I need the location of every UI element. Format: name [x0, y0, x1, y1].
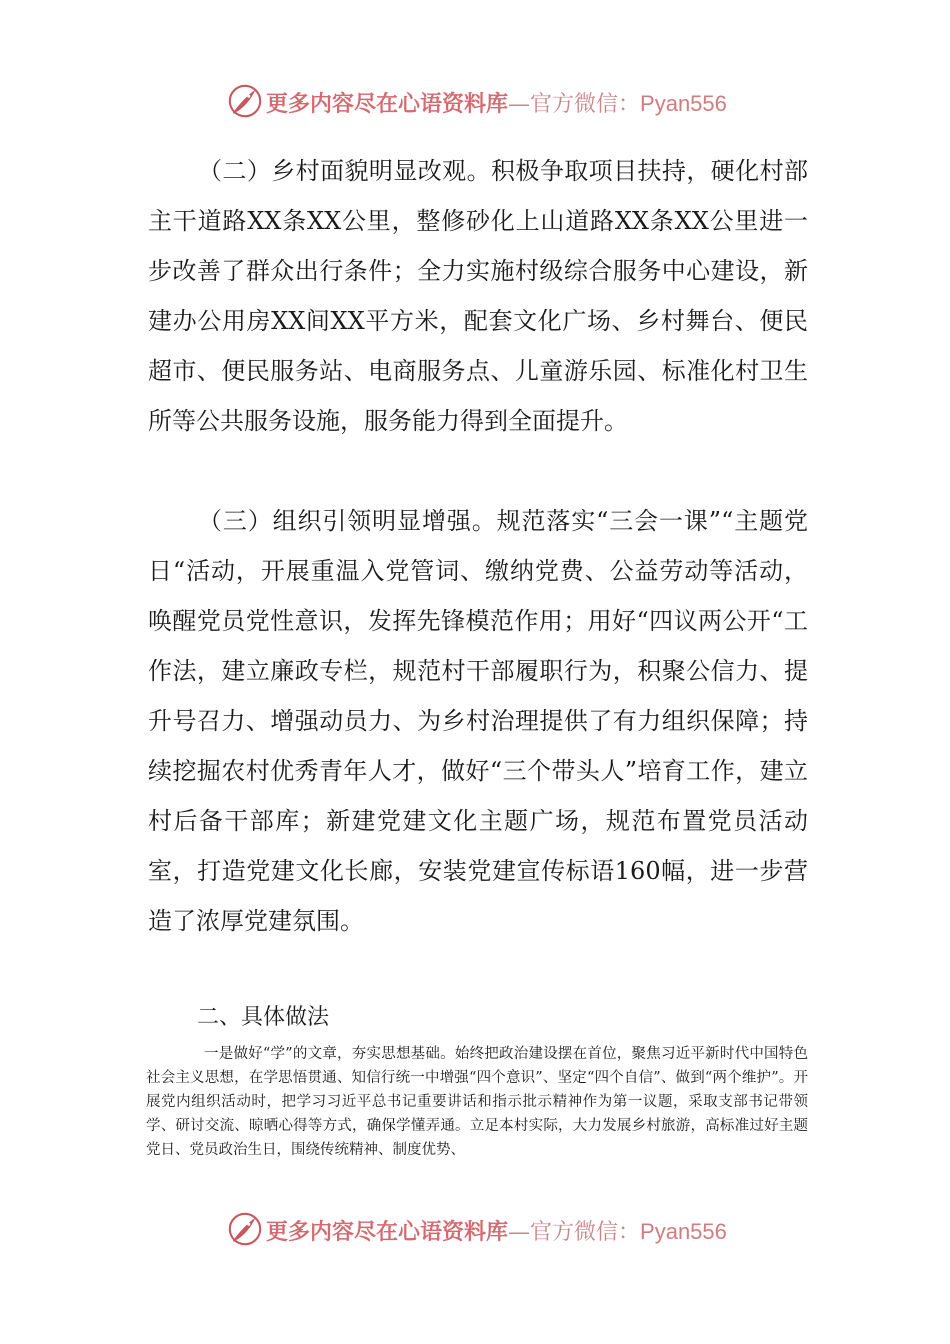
- watermark-text-part3: Pyan556: [640, 91, 727, 116]
- paragraph-organization-leadership: （三）组织引领明显增强。规范落实“三会一课”“主题党日“活动，开展重温入党管词、缴纳党费、公益劳动等活动，唤醒党员党性意识，发挥先锋模范作用；用好“四议两公开“工作法，建立廉政专栏，规范村干部履职行为，积聚公信力、提升号召力、增强动员力、为乡村治理提供了有力组织保障；持续挖掘农村优秀青年人才，做好“三个带头人”培育工作，建立村后备干部库；新建党建文化主题广场，规范布置党员活动室，打造党建文化长廊，安装党建宣传标语160幅，进一步营造了浓厚党建氛围。: [148, 507, 808, 935]
- watermark-text: [266, 1215, 727, 1246]
- pen-nib-logo-icon: [226, 1210, 264, 1248]
- watermark-text-part1: 更多内容尽在心语资料库: [266, 1219, 509, 1245]
- paragraph-rural-appearance: （二）乡村面貌明显改观。积极争取项目扶持，硬化村部主干道路XX条XX公里，整修砂化上山道路XX条XX公里进一步改善了群众出行条件；全力实施村级综合服务中心建设，新建办公用房XX间XX平方米，配套文化广场、乡村舞台、便民超市、便民服务站、电商服务点、儿童游乐园、标准化村卫生所等公共服务设施，服务能力得到全面提升。: [148, 157, 808, 435]
- section-heading: 二、具体做法: [197, 1005, 330, 1030]
- pen-nib-logo-icon: [226, 82, 264, 120]
- watermark-text-part3: Pyan556: [640, 1219, 727, 1244]
- watermark-text: [266, 87, 727, 118]
- watermark-banner-top: [0, 80, 950, 124]
- watermark-banner-bottom: [0, 1208, 950, 1252]
- watermark-text-part1: 更多内容尽在心语资料库: [266, 91, 509, 117]
- watermark-text-part2: —官方微信：: [508, 92, 641, 117]
- section-body-paragraph: 一是做好“学”的文章，夯实思想基础。始终把政治建设摆在首位，聚焦习近平新时代中国特色社会主义思想，在学思悟贯通、知信行统一中增强“四个意识”、坚定“四个自信”、做到“两个维护”。开展党内组织活动时，把学习习近平总书记重要讲话和指示批示精神作为第一议题，采取支部书记带领学、研讨交流、晾晒心得等方式，确保学懂弄通。立足本村实际，大力发展乡村旅游，高标准过好主题党日、党员政治生日，围绕传统精神、制度优势、: [146, 1046, 808, 1158]
- watermark-text-part2: —官方微信：: [508, 1220, 641, 1245]
